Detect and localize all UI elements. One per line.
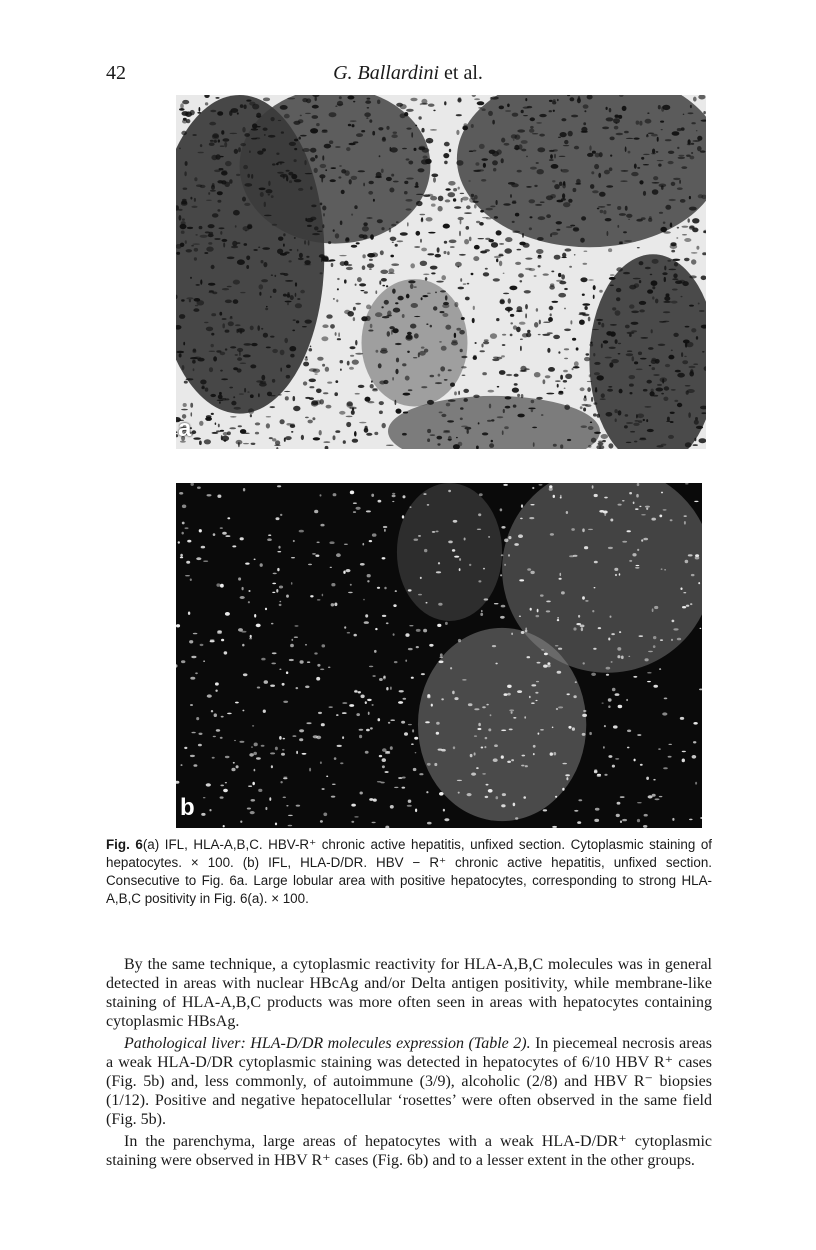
body-text xyxy=(106,955,712,1173)
paragraph-2 xyxy=(106,1034,712,1129)
figure-6a-micrograph xyxy=(176,95,706,449)
figure-6a-texture xyxy=(176,95,706,449)
figure-6b-micrograph xyxy=(176,483,702,828)
running-head xyxy=(0,62,816,85)
running-head-author: G. Ballardini xyxy=(333,62,440,84)
running-head-suffix: et al. xyxy=(439,62,483,84)
figure-caption xyxy=(106,836,712,908)
figure-6b-texture xyxy=(176,483,702,828)
paragraph-3: In the parenchyma, large areas of hepatocytes with a weak HLA-D/DR⁺ cytoplasmic staining were observed in HBV R⁺ cases (Fig. 6b) and to a lesser extent in the other groups. xyxy=(106,1133,712,1169)
caption-text: (a) IFL, HLA-A,B,C. HBV-R⁺ chronic active hepatitis, unfixed section. Cytoplasmic staining of hepatocytes. × 100. (b) IFL, HLA-D/DR. HBV − R⁺ chronic active hepatitis, unfixed section. Consecutive to Fig. 6a. Large lobular area with positive hepatocytes, corresponding to strong HLA-A,B,C positivity in Fig. 6(a). × 100. xyxy=(106,837,713,906)
page-number: 42 xyxy=(106,62,126,84)
paragraph-2-text: In piecemeal necrosis areas a weak HLA-D/DR cytoplasmic staining was detected in hepatocytes of 6/10 HBV R⁺ cases (Fig. 5b) and, less commonly, of autoimmune (3/9), alcoholic (2/8) and HBV R⁻ biopsies (1/12). Positive and negative hepatocellular ‘rosettes’ were often observed in the same field (Fig. 5b). xyxy=(106,1035,712,1128)
panel-a-letter: a xyxy=(178,415,192,442)
caption-label: Fig. 6 xyxy=(106,837,143,852)
paragraph-1: By the same technique, a cytoplasmic reactivity for HLA-A,B,C molecules was in general detected in areas with nuclear HBcAg and/or Delta antigen positivity, while membrane-like staining of HLA-A,B,C products was more often seen in areas with hepatocytes containing cytoplasmic HBsAg. xyxy=(106,956,712,1030)
panel-b-letter: b xyxy=(180,794,195,821)
section-heading: Pathological liver: HLA-D/DR molecules expression (Table 2). xyxy=(124,1035,531,1052)
